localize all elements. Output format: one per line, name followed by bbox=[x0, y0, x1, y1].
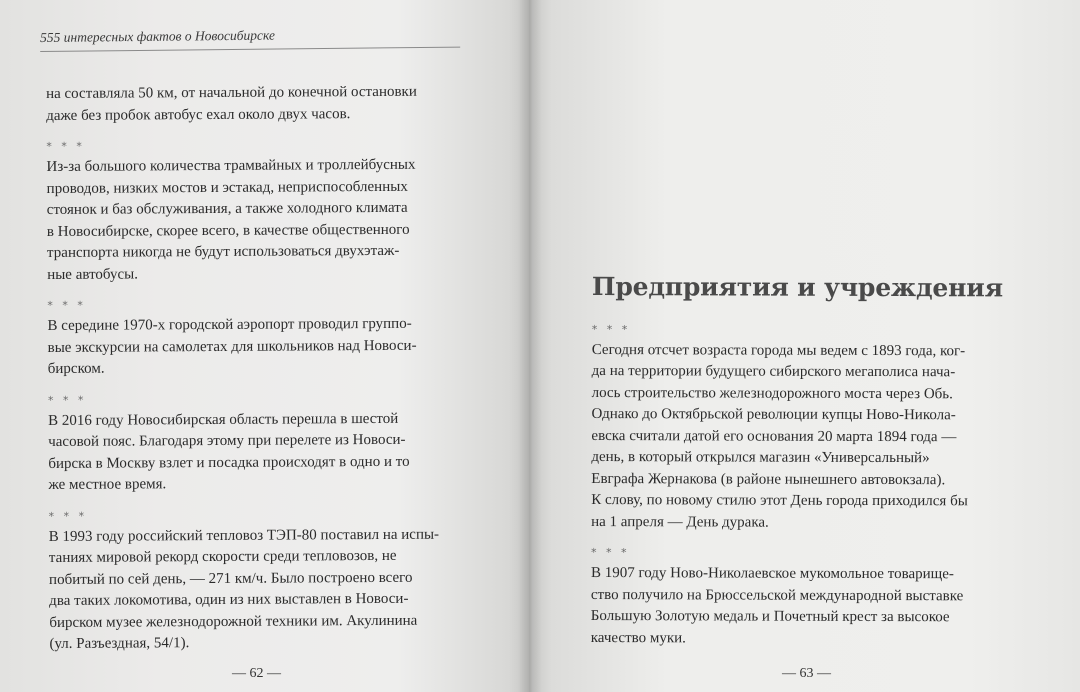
running-head: 555 интересных фактов о Новосибирске bbox=[40, 26, 460, 52]
paragraph: В 1907 году Ново-Николаевское мукомольное товарище- ство получило на Брюссельской международной выставке Большую Золотую медаль и Почетный крест за высокое качество муки. bbox=[590, 564, 964, 646]
paragraph: В 1993 году российский тепловоз ТЭП-80 поставил на испы- таниях мировой рекорд скорости среди тепловозов, не побитый по сей день, — 271 км/ч. Было построено всего два таких локомотива, один из них выставлен в Новоси- бирском музее железнодорожной техники им. Акулинина (ул. Разъездная, 54/1). bbox=[48, 526, 440, 652]
section-title: Предприятия и учреждения bbox=[591, 272, 1003, 303]
fact-separator: * * * bbox=[47, 298, 86, 312]
paragraph: на составляла 50 км, от начальной до конечной остановки даже без пробок автобус ехал около двух часов. bbox=[46, 83, 417, 124]
fact-separator: * * * bbox=[48, 509, 88, 523]
page-number: — 63 — bbox=[782, 666, 831, 681]
fact-separator: * * * bbox=[46, 139, 85, 153]
left-page bbox=[0, 0, 530, 692]
paragraph: В 2016 году Новосибирская область перешла в шестой часовой пояс. Благодаря этому при перелете из Новоси- бирска в Москву взлет и посадка происходят в одно и то же местное время. bbox=[48, 410, 410, 493]
paragraph: Из-за большого количества трамвайных и троллейбусных проводов, низких мостов и эстакад, неприспособленных стоянок и баз обслуживания, а также холодного климата в Новосибирске, скорее всего, в качестве общественного транспорта никогда не будут использоваться двухэтаж- ные автобусы. bbox=[46, 156, 416, 283]
fact-separator: * * * bbox=[591, 545, 630, 560]
paragraph: Сегодня отсчет возраста города мы ведем с 1893 года, ког- да на территории будущего сибирского мегаполиса нача- лось строительство железнодорожного моста через Обь. Однако до Октябрьской революции купцы Ново-Никола- евска считали датой его основания 20 марта 1894 года — день, в который открылся магазин «Универсальный» Евграфа Жернакова (в районе нынешнего автовокзала). К слову, по новому стилю этот День города приходился бы на 1 апреля — День дурака. bbox=[591, 341, 968, 531]
fact-separator: * * * bbox=[47, 393, 87, 407]
paragraph: В середине 1970-х городской аэропорт проводил группо- вые экскурсии на самолетах для школьников над Новоси- бирском. bbox=[47, 315, 417, 377]
page-number: — 62 — bbox=[232, 666, 281, 681]
right-text-column bbox=[590, 272, 1032, 663]
right-page bbox=[530, 0, 1080, 692]
left-text-column bbox=[46, 81, 466, 667]
fact-separator: * * * bbox=[591, 322, 631, 336]
